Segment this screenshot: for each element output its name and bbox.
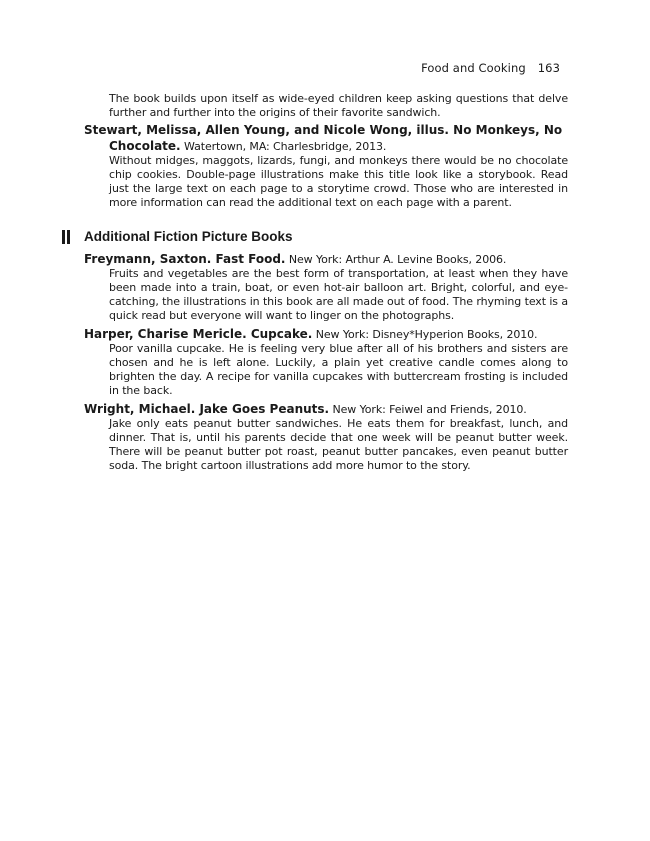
section-marker-icon <box>62 230 71 244</box>
running-head-title: Food and Cooking <box>421 61 526 75</box>
entry-annotation: Poor vanilla cupcake. He is feeling very blue after all of his brothers and sisters are chosen and he is left alone. Luckily, a plain yet creative candle comes along to brighten the day. A recipe for vanilla cupcakes with buttercream frosting is included in the back. <box>109 341 568 398</box>
section-heading <box>84 228 568 246</box>
section-title: Additional Fiction Picture Books <box>84 228 293 244</box>
page-number: 163 <box>537 61 560 75</box>
entry-annotation: Fruits and vegetables are the best form of transportation, at least when they have been made into a train, boat, or even hot-air balloon art. Bright, colorful, and eye-catching, the illustrations in this book are all made out of food. The rhyming text is a quick read but everyone will want to linger on the photographs. <box>109 266 568 323</box>
entry-annotation: Without midges, maggots, lizards, fungi, and monkeys there would be no chocolate chip cookies. Double-page illustrations make this title look like a storybook. Read just the large text on each page to a storytime crowd. Those who are interested in more information can read the additional text on each page with a parent. <box>109 153 568 210</box>
entry-publisher: New York: Disney*Hyperion Books, 2010. <box>315 327 538 341</box>
entry-heading <box>84 327 568 342</box>
entry-annotation: Jake only eats peanut butter sandwiches. He eats them for breakfast, lunch, and dinner. That is, until his parents decide that one week will be peanut butter week. There will be peanut butter pot roast, peanut butter pancakes, even peanut butter soda. The bright cartoon illustrations add more humor to the story. <box>109 416 568 473</box>
entry-publisher: New York: Feiwel and Friends, 2010. <box>332 402 527 416</box>
entry-citation: Stewart, Melissa, Allen Young, and Nicole Wong, illus. No Monkeys, No Chocolate. <box>84 123 563 153</box>
entry-citation: Harper, Charise Mericle. Cupcake. <box>84 326 313 341</box>
entry-heading <box>84 123 568 153</box>
entry-heading <box>84 252 568 267</box>
continued-annotation: The book builds upon itself as wide-eyed children keep asking questions that delve further and further into the origins of their favorite sandwich. <box>109 92 568 120</box>
page-content <box>84 92 568 477</box>
entry-citation: Wright, Michael. Jake Goes Peanuts. <box>84 401 330 416</box>
bibliography-entry <box>84 402 568 474</box>
running-head <box>421 61 560 75</box>
entry-citation: Freymann, Saxton. Fast Food. <box>84 251 286 266</box>
bibliography-entry <box>84 252 568 324</box>
bibliography-entry <box>84 327 568 399</box>
entry-heading <box>84 402 568 417</box>
entry-publisher: New York: Arthur A. Levine Books, 2006. <box>288 252 507 266</box>
bibliography-entry <box>84 123 568 210</box>
entry-publisher: Watertown, MA: Charlesbridge, 2013. <box>184 139 387 153</box>
